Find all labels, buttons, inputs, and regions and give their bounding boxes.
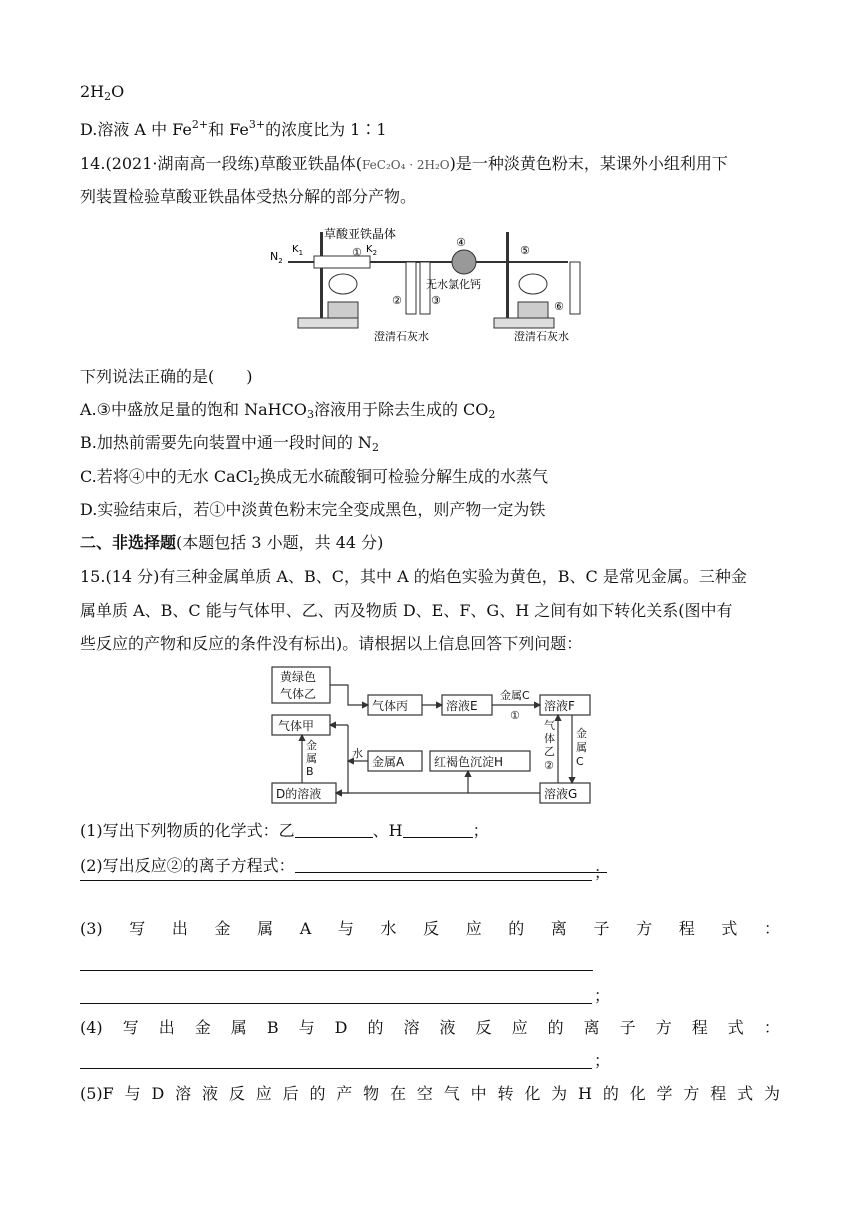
svg-text:C: C (576, 755, 584, 768)
spread-char: 式 (727, 1018, 744, 1037)
box-gas-bing: 气体丙 (372, 699, 409, 713)
spread-char: 化 (524, 1084, 541, 1103)
answer-blank-2a[interactable] (295, 856, 607, 873)
box-gas-jia: 气体甲 (278, 719, 315, 733)
spread-char: 为 (551, 1084, 568, 1103)
svg-text:B: B (306, 765, 314, 778)
q14-option-d: D.实验结束后，若①中淡黄色粉末完全变成黑色，则产物一定为铁 (80, 500, 546, 519)
svg-text:属: 属 (306, 752, 317, 765)
spread-char: 应 (465, 919, 482, 938)
answer-line-4[interactable] (80, 1068, 592, 1069)
spread-char: D (334, 1018, 348, 1037)
spread-char: 出 (171, 919, 188, 938)
svg-text:②: ② (392, 294, 402, 307)
answer-line-2b[interactable] (80, 880, 592, 881)
answer-blank-h[interactable] (403, 821, 473, 838)
k1-label: $K_1$ (292, 244, 304, 257)
spread-char: 的 (547, 1018, 564, 1037)
spread-char: 方 (655, 1018, 672, 1037)
q14-option-a: A.③中盛放足量的饱和 NaHCO$_3$溶液用于除去生成的 $CO_2$ (80, 400, 496, 421)
spread-char: 与 (298, 1018, 315, 1037)
box-sol-e: 溶液E (446, 699, 478, 713)
spread-char: (3) (80, 919, 103, 938)
equation-fragment: $2H_2O$ (80, 82, 125, 103)
spread-char: 化 (629, 1084, 646, 1103)
spread-char: 式 (737, 1084, 754, 1103)
q15-stem-line2: 属单质 A、B、C 能与气体甲、乙、丙及物质 D、E、F、G、H 之间有如下转化关系(图中有 (80, 601, 733, 620)
svg-text:①: ① (352, 246, 362, 259)
section-heading: 二、非选择题(本题包括 3 小题，共 44 分) (80, 533, 384, 552)
svg-text:气: 气 (544, 719, 555, 732)
spread-char: D (151, 1084, 165, 1103)
q15-stem-line3: 些反应的产物和反应的条件没有标出)。请根据以上信息回答下列问题： (80, 634, 583, 653)
spread-char: 在 (390, 1084, 407, 1103)
spread-char: 产 (336, 1084, 353, 1103)
spread-char: A (299, 919, 312, 938)
spread-char: 应 (511, 1018, 528, 1037)
option-d-prev: D.溶液 A 中 $Fe^{2+}$和 $Fe^{3+}$的浓度比为 1∶1 (80, 118, 387, 139)
box-sol-f: 溶液F (544, 699, 575, 713)
svg-text:④: ④ (456, 236, 466, 249)
spread-char: 反 (475, 1018, 492, 1037)
spread-char: B (266, 1018, 279, 1037)
spread-char: 物 (363, 1084, 380, 1103)
spread-char: 出 (158, 1018, 175, 1037)
svg-text:乙: 乙 (544, 745, 555, 758)
spread-char: 子 (619, 1018, 636, 1037)
spread-char: 学 (656, 1084, 673, 1103)
svg-text:⑥: ⑥ (554, 300, 564, 313)
apparatus-diagram (268, 222, 598, 350)
spread-char: ： (763, 919, 780, 938)
box-sol-g: 溶液G (544, 787, 578, 801)
spread-char: 方 (636, 919, 653, 938)
spread-char: ： (763, 1018, 780, 1037)
svg-text:金属C: 金属C (500, 689, 530, 702)
spread-char: 式 (721, 919, 738, 938)
spread-char: 离 (550, 919, 567, 938)
svg-text:无水氯化钙: 无水氯化钙 (426, 278, 481, 291)
spread-char: 的 (602, 1084, 619, 1103)
q15-sub1: (1)写出下列物质的化学式：乙 、H ； (80, 821, 489, 840)
answer-blank-yi[interactable] (295, 821, 373, 838)
svg-text:②: ② (544, 759, 554, 772)
crystal-label: 草酸亚铁晶体 (324, 227, 397, 241)
q14-option-b: B.加热前需要先向装置中通一段时间的 $N_2$ (80, 433, 379, 454)
spread-char: 属 (257, 919, 274, 938)
svg-text:⑤: ⑤ (520, 244, 530, 257)
q14-stem-line2: 列装置检验草酸亚铁晶体受热分解的部分产物。 (80, 187, 417, 206)
spread-char: 的 (309, 1084, 326, 1103)
spread-char: 的 (508, 919, 525, 938)
spread-char: 转 (497, 1084, 514, 1103)
q15-sub5 (80, 1083, 780, 1105)
answer-line-3a[interactable] (80, 970, 593, 971)
svg-text:金: 金 (576, 727, 587, 740)
svg-text:体: 体 (544, 732, 555, 745)
spread-char: 应 (255, 1084, 272, 1103)
spread-char: 为 (763, 1084, 780, 1103)
n2-label: $N_2$ (270, 250, 283, 265)
spread-char: 反 (423, 919, 440, 938)
spread-char: 溶 (175, 1084, 192, 1103)
svg-text:澄清石灰水: 澄清石灰水 (374, 330, 429, 343)
q15-sub4 (80, 1017, 780, 1039)
spread-char: 气 (443, 1084, 460, 1103)
svg-text:澄清石灰水: 澄清石灰水 (514, 330, 569, 343)
answer-line-3b[interactable] (80, 1003, 592, 1004)
spread-char: 液 (202, 1084, 219, 1103)
svg-text:属: 属 (576, 741, 587, 754)
k2-label: $K_2$ (366, 244, 378, 257)
spread-char: 写 (122, 1018, 139, 1037)
spread-char: 液 (439, 1018, 456, 1037)
spread-char: 子 (593, 919, 610, 938)
spread-char: 与 (124, 1084, 141, 1103)
spread-char: 水 (380, 919, 397, 938)
box-yellowgreen: 黄绿色 (280, 670, 317, 684)
spread-char: 程 (678, 919, 695, 938)
box-d: D的溶液 (276, 787, 322, 801)
spread-char: 后 (282, 1084, 299, 1103)
q14-question: 下列说法正确的是( ) (80, 367, 253, 386)
spread-char: (5)F (80, 1084, 114, 1103)
svg-text:水: 水 (352, 747, 363, 760)
spread-char: 空 (416, 1084, 433, 1103)
spread-char: 与 (337, 919, 354, 938)
q15-sub2: (2)写出反应②的离子方程式： (80, 855, 607, 877)
spread-char: 属 (230, 1018, 247, 1037)
spread-char: 离 (583, 1018, 600, 1037)
spread-char: H (578, 1084, 592, 1103)
box-metal-a: 金属A (372, 755, 405, 769)
spread-char: 写 (129, 919, 146, 938)
svg-text:金: 金 (306, 739, 317, 752)
spread-char: 反 (228, 1084, 245, 1103)
q14-option-c: C.若将④中的无水 CaCl$_2$换成无水硫酸铜可检验分解生成的水蒸气 (80, 467, 549, 488)
svg-text:气体乙: 气体乙 (280, 687, 317, 701)
flow-diagram (268, 665, 598, 805)
spread-char: 程 (691, 1018, 708, 1037)
spread-char: (4) (80, 1018, 103, 1037)
spread-char: 金 (214, 919, 231, 938)
svg-text:①: ① (510, 709, 520, 722)
spread-char: 的 (367, 1018, 384, 1037)
spread-char: 中 (470, 1084, 487, 1103)
spread-char: 金 (194, 1018, 211, 1037)
spread-char: 溶 (403, 1018, 420, 1037)
q15-stem-line1: 15.(14 分)有三种金属单质 A、B、C，其中 A 的焰色实验为黄色，B、C 是常见金属。三种金 (80, 567, 747, 586)
spread-char: 程 (710, 1084, 727, 1103)
box-red-h: 红褐色沉淀H (434, 755, 504, 769)
svg-text:③: ③ (431, 294, 441, 307)
q15-sub3 (80, 918, 780, 940)
spread-char: 方 (683, 1084, 700, 1103)
q14-stem: 14.(2021·湖南高一段练)草酸亚铁晶体(FeC₂O₄ · 2H₂O)是一种淡黄色粉末，某课外小组利用下 (80, 154, 728, 173)
